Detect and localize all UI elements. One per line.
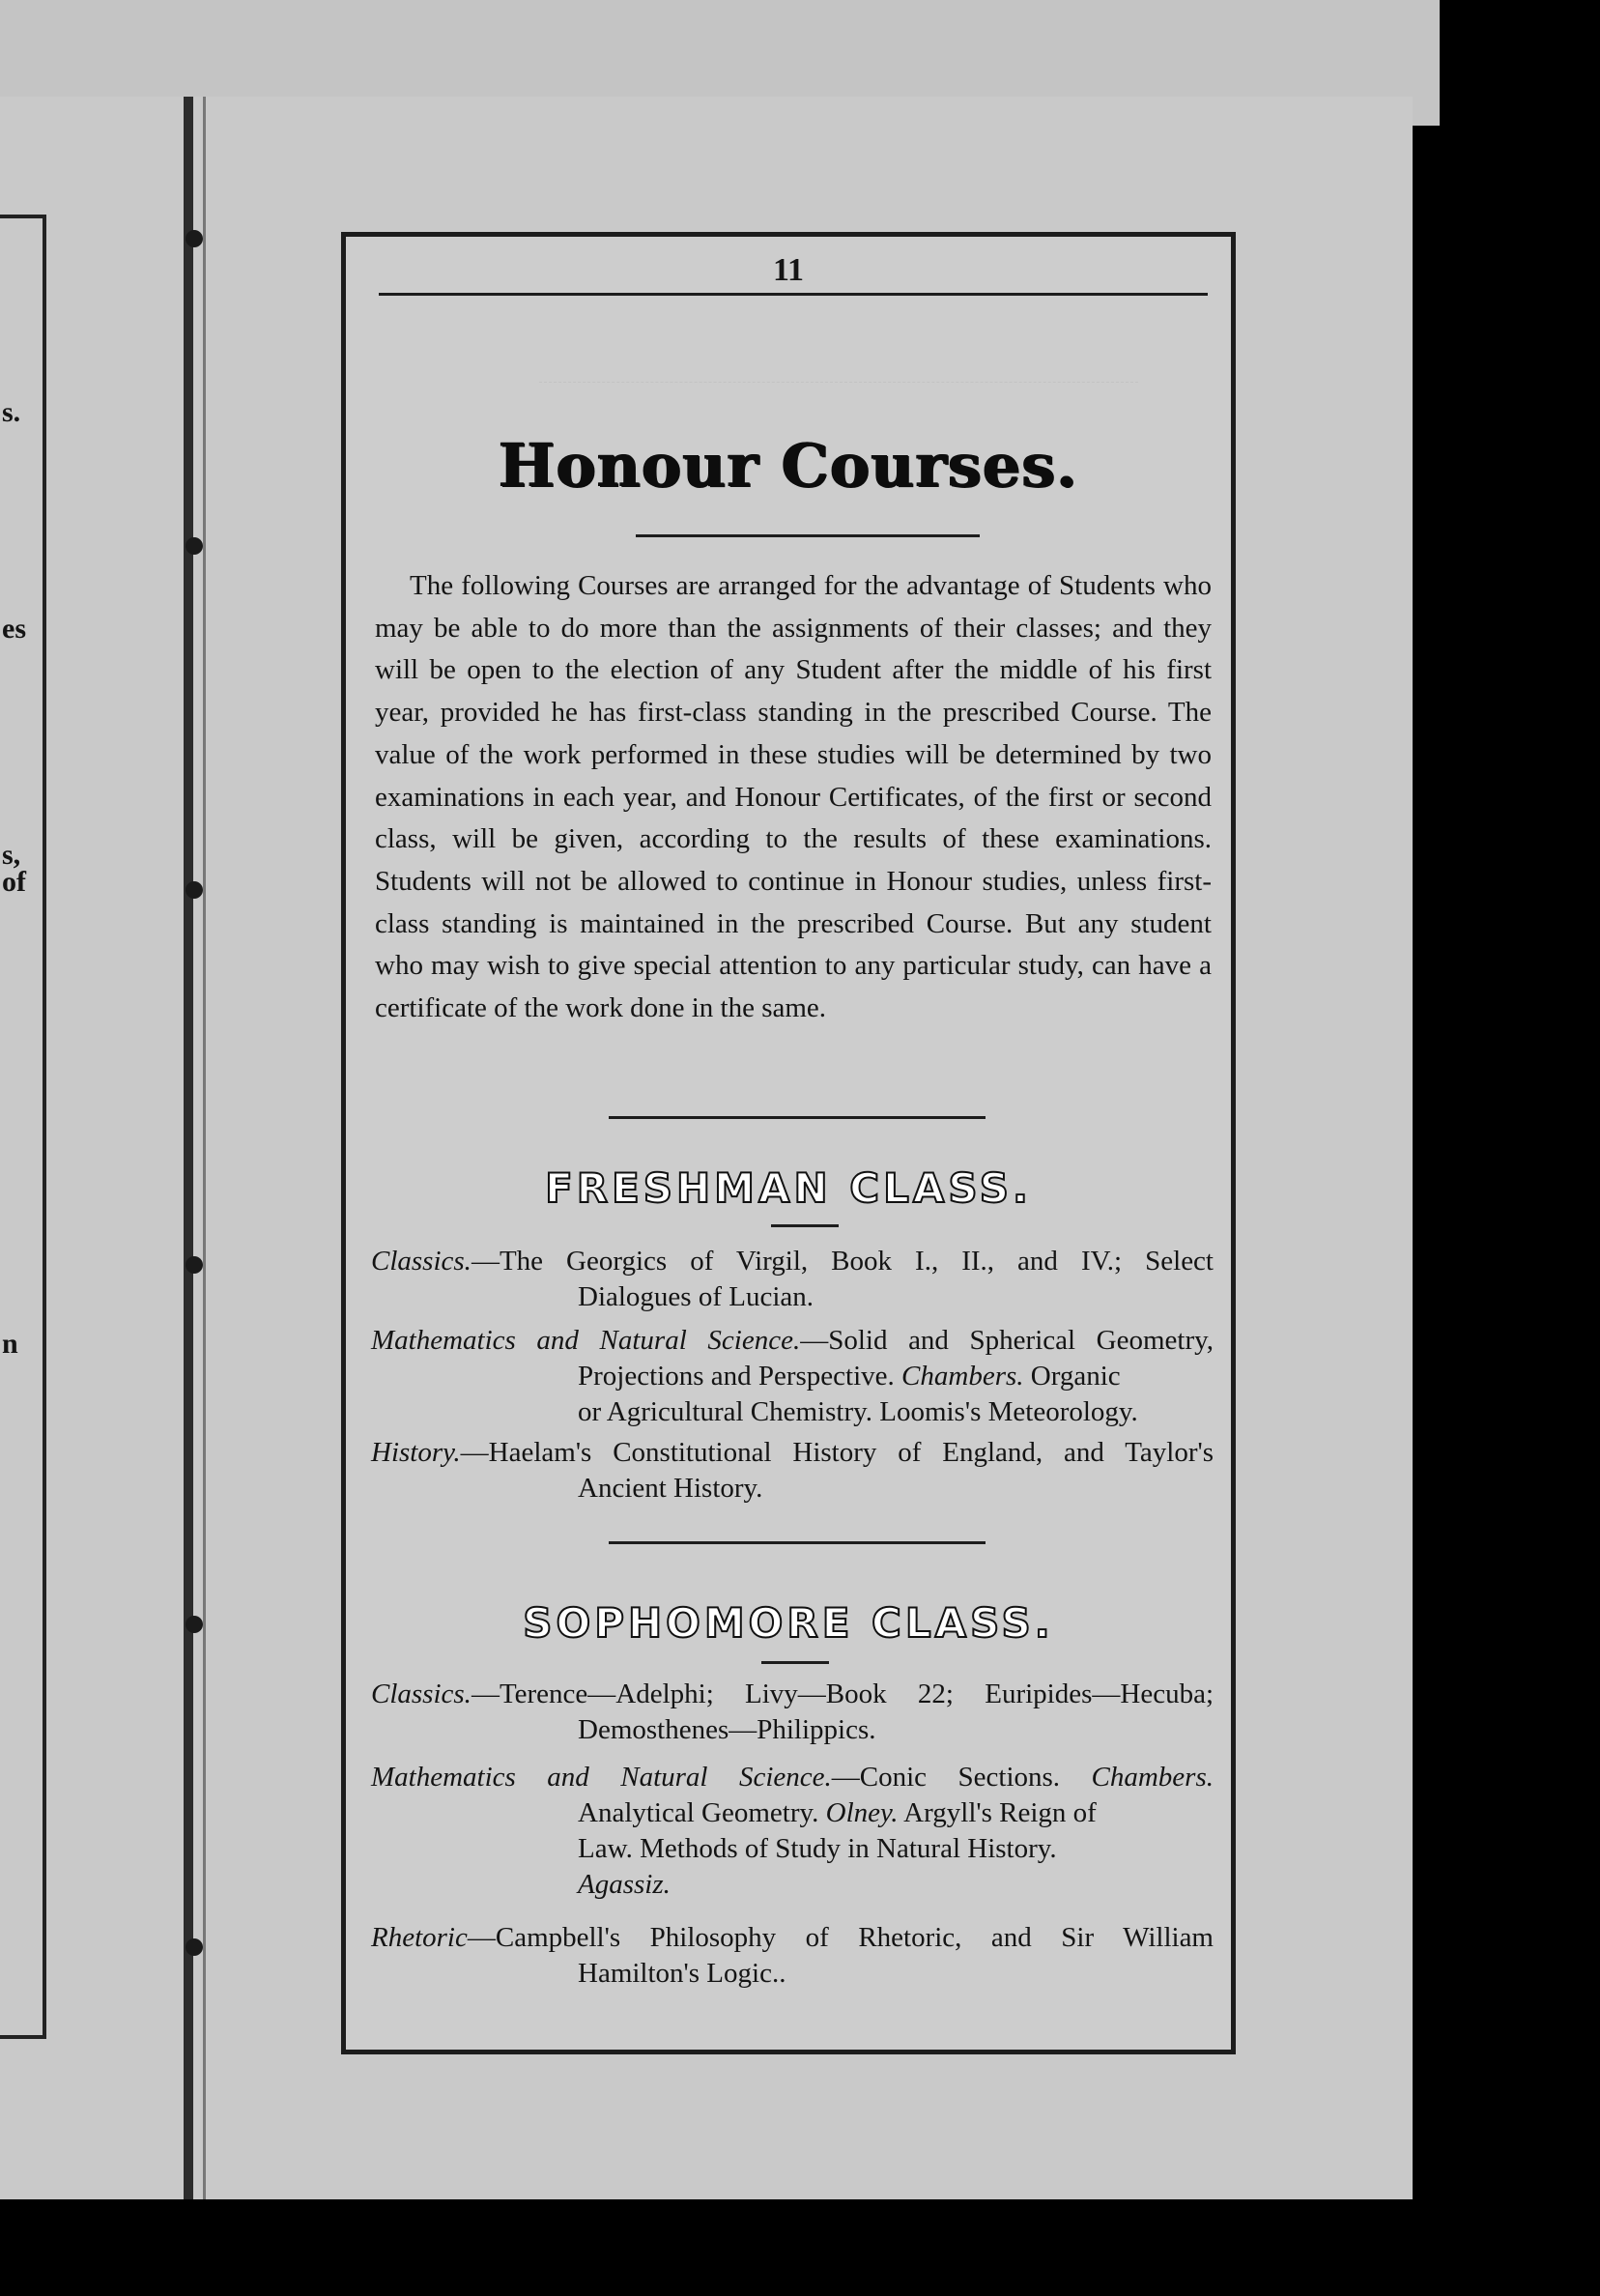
entry-text: or Agricultural Chemistry. Loomis's Meteorology.	[578, 1396, 1138, 1427]
binding-hole	[186, 881, 203, 899]
page-frame	[341, 232, 1236, 2054]
entry-text: Organic	[1023, 1361, 1121, 1392]
entry-text: Argyll's Reign of	[898, 1797, 1097, 1828]
freshman-history	[371, 1435, 1214, 1507]
entry-text: Ancient History.	[578, 1473, 763, 1504]
sophomore-math	[371, 1760, 1214, 1903]
subject-label: Rhetoric	[371, 1922, 468, 1953]
binding-hole	[186, 1256, 203, 1274]
entry-text: Dialogues of Lucian.	[578, 1281, 814, 1312]
left-page-fragment: es	[2, 613, 26, 645]
entry-text: Law. Methods of Study in Natural History.	[578, 1833, 1057, 1864]
heading-rule	[771, 1224, 839, 1227]
binding-hole	[186, 230, 203, 247]
entry-text: Analytical Geometry.	[578, 1797, 826, 1828]
entry-text: Projections and Perspective.	[578, 1361, 902, 1392]
binding-hole	[186, 1938, 203, 1956]
subject-label: Classics.	[371, 1246, 471, 1277]
freshman-math	[371, 1323, 1214, 1430]
header-rule	[379, 293, 1208, 296]
freshman-heading: FRESHMAN CLASS.	[545, 1164, 1032, 1212]
scan-background-right	[1440, 0, 1600, 2296]
heading-rule	[761, 1661, 829, 1664]
author-name: Chambers.	[1091, 1762, 1214, 1793]
book-spine	[184, 97, 193, 2199]
sophomore-heading: SOPHOMORE CLASS.	[523, 1599, 1054, 1647]
page-number: 11	[772, 252, 805, 288]
sophomore-rhetoric	[371, 1920, 1214, 1992]
subject-label: Mathematics and Natural Science.	[371, 1325, 801, 1356]
subject-label: Classics.	[371, 1679, 471, 1709]
binding-hole	[186, 537, 203, 555]
sophomore-classics	[371, 1677, 1214, 1748]
entry-text: —Conic Sections.	[831, 1762, 1092, 1793]
left-page-fragment: s,	[2, 839, 21, 871]
entry-text: —Haelam's Constitutional History of England, and Taylor's	[460, 1437, 1214, 1468]
entry-text: —Solid and Spherical Geometry,	[800, 1325, 1214, 1356]
freshman-classics	[371, 1244, 1214, 1315]
author-name: Olney.	[825, 1797, 899, 1828]
section-rule	[609, 1116, 986, 1119]
section-rule	[609, 1541, 986, 1544]
subject-label: History.	[371, 1437, 461, 1468]
entry-text: Demosthenes—Philippics.	[578, 1714, 876, 1745]
book-spine-edge	[203, 97, 206, 2199]
binding-hole	[186, 1616, 203, 1633]
left-page-fragment: of	[2, 866, 26, 898]
left-page-frame	[0, 215, 46, 2039]
entry-text: —The Georgics of Virgil, Book I., II., and IV.; Select	[471, 1246, 1214, 1277]
intro-paragraph: The following Courses are arranged for the advantage of Students who may be able to do more than the assignments of their classes; and they will be open to the election of any Student after the middle of his first year, provided he has first-class standing in the prescribed Course. The value of the work performed in these studies will be determined by two examinations in each year, and Honour Certificates, of the first or second class, will be given, according to the results of these examinations. Students will not be allowed to continue in Honour studies, unless first-class standing is maintained in the prescribed Course. But any student who may wish to give special attention to any particular study, can have a certificate of the work done in the same.	[375, 570, 1212, 1024]
entry-text: —Terence—Adelphi; Livy—Book 22; Euripides—Hecuba;	[471, 1679, 1214, 1709]
author-name: Agassiz.	[578, 1869, 671, 1900]
page-title: Honour Courses.	[499, 430, 1078, 501]
entry-text: Hamilton's Logic..	[578, 1958, 786, 1989]
subject-label: Mathematics and Natural Science.	[371, 1762, 832, 1793]
author-name: Chambers.	[901, 1361, 1024, 1392]
title-rule	[636, 534, 980, 537]
left-page-fragment: n	[2, 1328, 18, 1360]
entry-text: —Campbell's Philosophy of Rhetoric, and Sir William	[467, 1922, 1214, 1953]
left-page-fragment: s.	[2, 396, 21, 428]
bleed-through	[539, 324, 1138, 383]
